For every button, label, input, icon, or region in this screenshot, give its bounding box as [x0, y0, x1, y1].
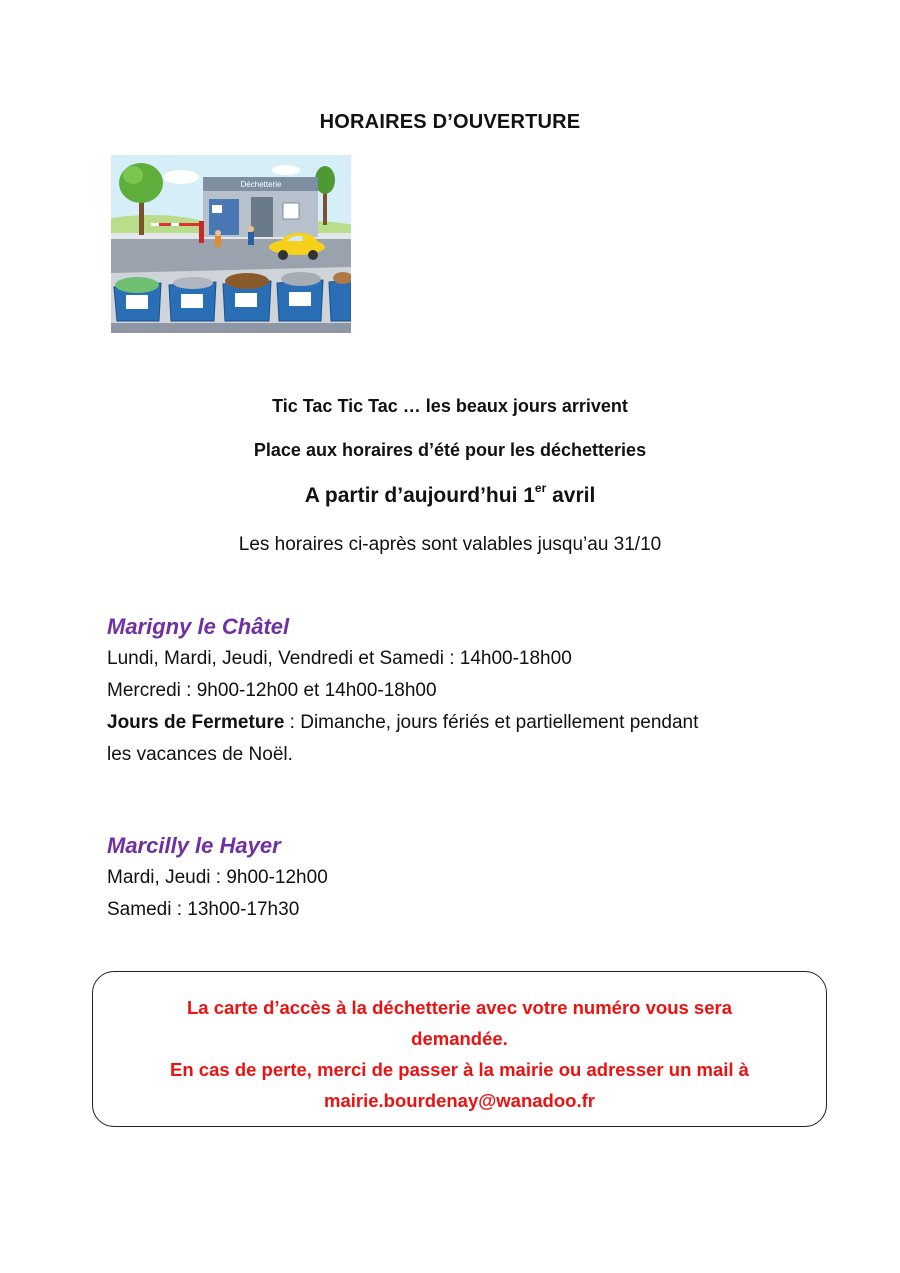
intro-line-3-sup: er	[534, 481, 547, 495]
closure-label: Jours de Fermeture	[107, 712, 285, 733]
intro-line-4: Les horaires ci-après sont valables jusqu’au 31/10	[238, 534, 662, 555]
access-card-notice	[92, 971, 827, 1127]
site-marcilly	[107, 830, 827, 926]
site-name: Marcilly le Hayer	[107, 833, 281, 858]
site-hours-line: Mardi, Jeudi : 9h00-12h00	[107, 867, 328, 888]
site-hours-line: Mercredi : 9h00-12h00 et 14h00-18h00	[107, 680, 437, 701]
site-hours-line: Lundi, Mardi, Jeudi, Vendredi et Samedi : 14h00-18h00	[107, 648, 572, 669]
notice-line: La carte d’accès à la déchetterie avec votre numéro vous sera	[186, 997, 732, 1018]
intro-line-3-suffix: avril	[546, 484, 596, 507]
intro-line-2: Place aux horaires d’été pour les déchetteries	[253, 440, 647, 460]
notice-line: demandée.	[411, 1028, 508, 1049]
intro-line-3-prefix: A partir d’aujourd’hui 1	[304, 484, 535, 507]
page-title: HORAIRES D’OUVERTURE	[319, 111, 581, 133]
sign-text: Déchetterie	[240, 180, 282, 189]
closure-text-continued: les vacances de Noël.	[107, 744, 293, 765]
site-marigny	[107, 611, 827, 771]
site-closure-line	[107, 707, 827, 739]
site-hours-line: Samedi : 13h00-17h30	[107, 899, 300, 920]
site-name: Marigny le Châtel	[107, 614, 290, 639]
notice-line: En cas de perte, merci de passer à la mairie ou adresser un mail à	[170, 1059, 749, 1080]
intro-line-1: Tic Tac Tic Tac … les beaux jours arrivent	[272, 396, 628, 416]
recycling-center-illustration	[111, 155, 351, 333]
intro-line-3	[0, 481, 900, 508]
mairie-email: mairie.bourdenay@wanadoo.fr	[324, 1090, 595, 1111]
closure-text: : Dimanche, jours fériés et partiellement pendant	[284, 712, 699, 733]
